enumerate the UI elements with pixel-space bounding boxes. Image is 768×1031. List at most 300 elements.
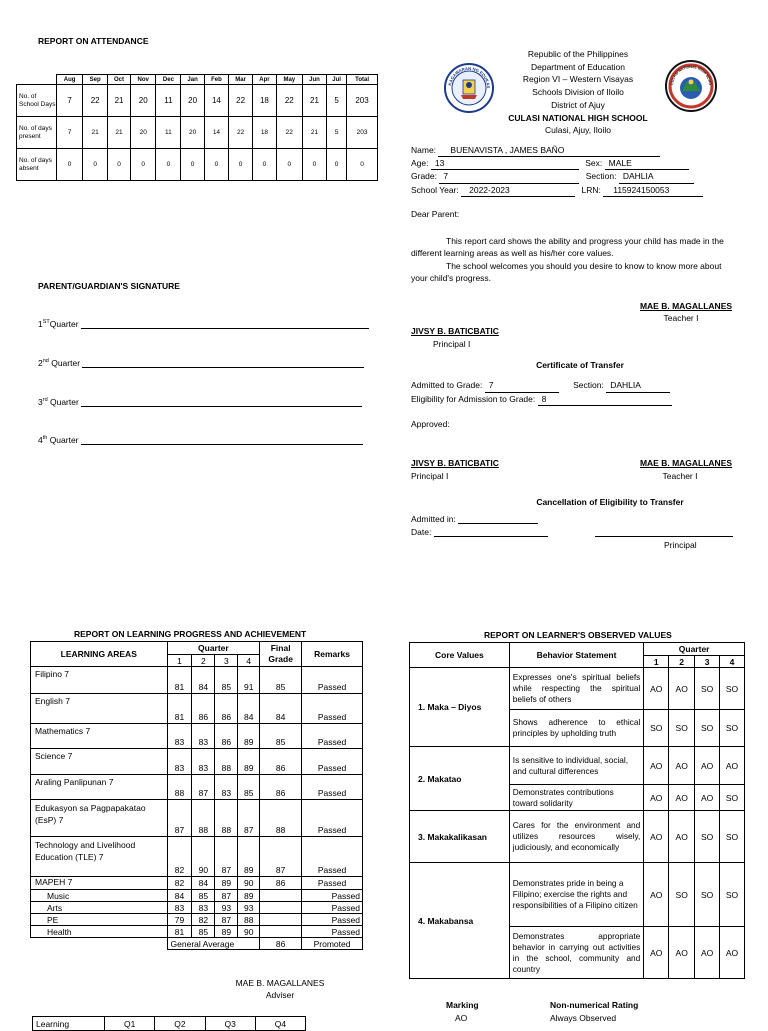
cancel-admitted-label: Admitted in:: [411, 514, 456, 524]
values-row: [410, 811, 745, 863]
grade-cell: 89: [215, 926, 238, 938]
q2-sup: nd: [42, 358, 49, 365]
teacher-title: Teacher I: [663, 313, 699, 323]
attendance-cell: 11: [156, 117, 181, 149]
grade-cell: 89: [238, 749, 260, 775]
rating-cell: AO: [695, 785, 720, 811]
mapeh-row: [31, 914, 363, 926]
subject-name: Mathematics 7: [31, 724, 168, 749]
admitted-grade: 7: [485, 379, 559, 393]
grade-cell: 86: [192, 694, 215, 724]
grade-cell: 89: [215, 877, 238, 890]
lrn-label: LRN:: [581, 184, 601, 195]
subject-name: Edukasyon sa Pagpapakatao (EsP) 7: [31, 800, 168, 837]
grade-cell: 88: [192, 800, 215, 837]
final-grade: 88: [260, 800, 302, 837]
grade-cell: 86: [215, 724, 238, 749]
remarks-cell: Passed: [302, 694, 363, 724]
behavior-statement: Demonstrates contributions toward solidarity: [509, 785, 644, 811]
signature-q4: [38, 435, 363, 445]
attendance-cell: 20: [181, 117, 204, 149]
attendance-cell: 0: [327, 149, 347, 181]
grade-cell: 85: [238, 775, 260, 800]
grade-cell: 87: [167, 800, 192, 837]
rating-cell: AO: [644, 668, 669, 710]
values-title: REPORT ON LEARNER'S OBSERVED VALUES: [484, 630, 672, 640]
attendance-cell: 21: [83, 117, 108, 149]
remarks-cell: Passed: [302, 877, 363, 890]
deped-seal-icon: [444, 63, 494, 115]
values-quarter-number: 4: [720, 656, 745, 668]
rating-cell: AO: [644, 785, 669, 811]
month-header: May: [276, 75, 302, 85]
core-value: 4. Makabansa: [410, 863, 510, 979]
core-value: 3. Makakalikasan: [410, 811, 510, 863]
subject-row: [31, 877, 363, 890]
mapeh-component: PE: [31, 914, 168, 926]
attendance-cell: 21: [302, 85, 326, 117]
transfer-teacher-name: MAE B. MAGALLANES: [639, 458, 733, 468]
attendance-cell: 20: [181, 85, 204, 117]
cancel-admitted: [411, 514, 538, 524]
name-label: Name:: [411, 145, 437, 155]
q2-label: Quarter: [48, 358, 81, 368]
final-grade: 84: [260, 694, 302, 724]
final-grade: [260, 914, 302, 926]
attendance-cell: 0: [57, 149, 83, 181]
signature-q1: [38, 319, 369, 329]
grade-cell: 93: [238, 902, 260, 914]
grade-cell: 81: [167, 926, 192, 938]
month-header: Sep: [83, 75, 108, 85]
final-grade: [260, 890, 302, 902]
attendance-title: REPORT ON ATTENDANCE: [38, 36, 149, 46]
general-average-label: General Average: [167, 938, 260, 950]
q1-sup: ST: [42, 319, 50, 326]
mapeh-component: Health: [31, 926, 168, 938]
student-section: DAHLIA: [619, 170, 694, 183]
admitted-grade-label: Admitted to Grade:: [411, 380, 483, 390]
final-grade: 85: [260, 667, 302, 694]
remarks-cell: Passed: [302, 749, 363, 775]
bottom-header: Learning: [33, 1017, 105, 1031]
behavior-statement: Demonstrates pride in being a Filipino; exercise the rights and responsibilities of a Filipino citizen: [509, 863, 644, 927]
rating-cell: SO: [695, 710, 720, 747]
subject-name: English 7: [31, 694, 168, 724]
grade-cell: 90: [238, 926, 260, 938]
subject-row: [31, 694, 363, 724]
q1-label: Quarter: [49, 319, 79, 329]
attendance-cell: 20: [130, 85, 156, 117]
month-header: Jan: [181, 75, 204, 85]
grade-cell: 85: [192, 890, 215, 902]
adviser-name: MAE B. MAGALLANES: [235, 978, 325, 988]
cancel-principal-line[interactable]: [595, 527, 733, 537]
attendance-corner: [17, 75, 57, 85]
grade-cell: 89: [238, 890, 260, 902]
header-quarter: Quarter: [167, 642, 260, 655]
grade-cell: 89: [238, 837, 260, 877]
principal-name: JIVSY B. BATICBATIC: [411, 326, 499, 336]
eligibility-grade: 8: [538, 393, 672, 407]
attendance-cell: 7: [57, 85, 83, 117]
subject-name: Science 7: [31, 749, 168, 775]
quarter-number: 2: [192, 655, 215, 667]
attendance-cell: 0: [108, 149, 131, 181]
remarks-cell: Passed: [302, 800, 363, 837]
values-table: [409, 642, 745, 979]
attendance-cell: 203: [347, 117, 378, 149]
attendance-cell: 22: [229, 117, 253, 149]
q1-number: 1: [38, 319, 43, 329]
values-row: [410, 668, 745, 710]
signature-line[interactable]: [81, 435, 363, 445]
mapeh-row: [31, 926, 363, 938]
grade-cell: 83: [192, 749, 215, 775]
grade-label: Grade:: [411, 171, 437, 182]
rating-cell: AO: [695, 927, 720, 979]
header-values-quarter: Quarter: [644, 643, 745, 656]
grade-cell: 84: [167, 890, 192, 902]
attendance-row-label: No. of School Days: [17, 85, 57, 117]
final-grade: [260, 902, 302, 914]
subject-row: [31, 724, 363, 749]
signature-line[interactable]: [81, 319, 369, 329]
rating-label: Non-numerical Rating: [550, 1000, 639, 1010]
rating-cell: SO: [669, 863, 695, 927]
quarter-number: 4: [238, 655, 260, 667]
q3-sup: rd: [42, 397, 48, 404]
principal-title: Principal I: [433, 339, 471, 349]
letter-paragraph-2: The school welcomes you should you desire to know to know more about your child's progress.: [411, 260, 722, 283]
transfer-section-label: Section:: [573, 380, 604, 390]
attendance-cell: 0: [181, 149, 204, 181]
rating-cell: SO: [720, 785, 745, 811]
subject-name: Araling Panlipunan 7: [31, 775, 168, 800]
transfer-section: DAHLIA: [606, 379, 670, 393]
grade-cell: 89: [238, 724, 260, 749]
values-quarter-number: 2: [669, 656, 695, 668]
rating-cell: SO: [720, 710, 745, 747]
grade-cell: 91: [238, 667, 260, 694]
cancel-admitted-line[interactable]: [458, 514, 538, 524]
grade-cell: 83: [192, 902, 215, 914]
behavior-statement: Is sensitive to individual, social, and cultural differences: [509, 747, 644, 785]
grade-cell: 83: [167, 902, 192, 914]
grade-cell: 90: [192, 837, 215, 877]
attendance-cell: 5: [327, 117, 347, 149]
teacher-name: MAE B. MAGALLANES: [639, 301, 733, 311]
grade-cell: 82: [167, 837, 192, 877]
final-grade: [260, 926, 302, 938]
subject-name: MAPEH 7: [31, 877, 168, 890]
transfer-fields: [411, 379, 672, 406]
division-line: Schools Division of Iloilo: [532, 87, 624, 98]
attendance-table: [16, 74, 378, 181]
attendance-row: [17, 149, 378, 181]
remarks-cell: Passed: [302, 914, 363, 926]
cancel-date-label: Date:: [411, 527, 432, 537]
subject-row: [31, 749, 363, 775]
region-line: Region VI – Western Visayas: [522, 74, 634, 85]
student-lrn: 115924150053: [603, 184, 703, 197]
q3-number: 3: [38, 397, 43, 407]
remarks-cell: Passed: [302, 837, 363, 877]
attendance-cell: 14: [204, 85, 228, 117]
approved-label: Approved:: [411, 419, 450, 429]
month-header: Feb: [204, 75, 228, 85]
quarter-number: 3: [215, 655, 238, 667]
grade-cell: 87: [238, 800, 260, 837]
subject-row: [31, 800, 363, 837]
subject-row: [31, 775, 363, 800]
grade-cell: 81: [167, 694, 192, 724]
core-value: 1. Maka – Diyos: [410, 668, 510, 747]
grade-cell: 86: [215, 694, 238, 724]
rating-cell: SO: [720, 811, 745, 863]
remarks-cell: Passed: [302, 724, 363, 749]
rating-cell: SO: [720, 668, 745, 710]
signature-title: PARENT/GUARDIAN'S SIGNATURE: [38, 281, 180, 291]
final-grade: 86: [260, 775, 302, 800]
adviser-title: Adviser: [265, 990, 295, 1000]
deped-seal-text: KAGAWARAN NG EDUKAS: [447, 65, 492, 89]
attendance-cell: 22: [229, 85, 253, 117]
month-header: Apr: [253, 75, 276, 85]
grade-cell: 88: [167, 775, 192, 800]
rating-cell: SO: [644, 710, 669, 747]
rating-cell: AO: [644, 811, 669, 863]
school-year-label: School Year:: [411, 184, 459, 195]
final-grade: 86: [260, 749, 302, 775]
school-seal-icon: [665, 60, 717, 114]
grade-cell: 85: [192, 926, 215, 938]
attendance-cell: 0: [302, 149, 326, 181]
school-name: CULASI NATIONAL HIGH SCHOOL: [508, 112, 648, 123]
salutation: Dear Parent:: [411, 209, 460, 219]
attendance-header-row: [17, 75, 378, 85]
rating-cell: AO: [669, 747, 695, 785]
sex-label: Sex:: [585, 158, 603, 169]
attendance-cell: 7: [57, 117, 83, 149]
remarks-cell: Passed: [302, 926, 363, 938]
header-behavior: Behavior Statement: [509, 643, 644, 668]
q4-label: Quarter: [47, 435, 79, 445]
bottom-header: Q3: [205, 1017, 255, 1031]
attendance-cell: 21: [302, 117, 326, 149]
remarks-cell: Passed: [302, 775, 363, 800]
behavior-statement: Demonstrates appropriate behavior in carrying out activities in the school, community and country: [509, 927, 644, 979]
attendance-cell: 22: [276, 117, 302, 149]
transfer-principal-title: Principal I: [411, 471, 449, 481]
general-average-value: 86: [260, 938, 302, 950]
attendance-row: [17, 85, 378, 117]
rating-cell: AO: [720, 747, 745, 785]
transfer-principal-name: JIVSY B. BATICBATIC: [411, 458, 499, 468]
attendance-row-label: No. of days absent: [17, 149, 57, 181]
attendance-cell: 0: [204, 149, 228, 181]
cancel-principal-label: Principal: [664, 540, 697, 550]
month-header: Mar: [229, 75, 253, 85]
grade-cell: 85: [215, 667, 238, 694]
grade-cell: 79: [167, 914, 192, 926]
attendance-cell: 21: [108, 117, 131, 149]
quarter-number: 1: [167, 655, 192, 667]
school-seal-text: CULASI NATIONAL HIGH SCHO: [670, 64, 713, 86]
age-label: Age:: [411, 158, 429, 169]
rating-cell: AO: [644, 927, 669, 979]
grade-cell: 87: [215, 890, 238, 902]
subject-row: [31, 837, 363, 877]
subject-name: Filipino 7: [31, 667, 168, 694]
grade-cell: 90: [238, 877, 260, 890]
marking-ao: AO: [455, 1013, 468, 1023]
learning-areas-table: [30, 641, 363, 950]
mapeh-row: [31, 890, 363, 902]
grade-cell: 87: [215, 914, 238, 926]
letter-body: [411, 235, 738, 284]
grade-cell: 88: [215, 800, 238, 837]
q4-sup: th: [42, 435, 48, 442]
attendance-cell: 22: [276, 85, 302, 117]
signature-q2: [38, 358, 364, 368]
grade-cell: 88: [238, 914, 260, 926]
rating-cell: AO: [720, 927, 745, 979]
attendance-cell: 22: [83, 85, 108, 117]
attendance-cell: 11: [156, 85, 181, 117]
grade-cell: 82: [167, 877, 192, 890]
department-line: Department of Education: [530, 61, 626, 72]
rating-cell: AO: [669, 668, 695, 710]
general-average-row: [31, 938, 363, 950]
school-year: 2022-2023: [461, 184, 575, 197]
attendance-cell: 0: [347, 149, 378, 181]
signature-line[interactable]: [82, 358, 364, 368]
final-grade: 86: [260, 877, 302, 890]
transfer-teacher-title: Teacher I: [662, 471, 698, 481]
rating-cell: AO: [644, 863, 669, 927]
rating-cell: SO: [695, 668, 720, 710]
month-header: Aug: [57, 75, 83, 85]
rating-cell: SO: [695, 863, 720, 927]
signature-line[interactable]: [81, 397, 362, 407]
attendance-cell: 0: [130, 149, 156, 181]
remarks-cell: Passed: [302, 667, 363, 694]
student-name: BUENAVISTA , JAMES BAÑO: [438, 144, 660, 157]
bottom-header: Q1: [105, 1017, 155, 1031]
month-header: Dec: [156, 75, 181, 85]
mapeh-component: Music: [31, 890, 168, 902]
month-header: Nov: [130, 75, 156, 85]
rating-cell: SO: [669, 710, 695, 747]
student-sex: MALE: [605, 157, 689, 170]
student-age: 13: [431, 157, 579, 170]
header-core-values: Core Values: [410, 643, 510, 668]
values-quarter-number: 1: [644, 656, 669, 668]
behavior-statement: Shows adherence to ethical principles by upholding truth: [509, 710, 644, 747]
attendance-cell: 14: [204, 117, 228, 149]
rating-ao: Always Observed: [550, 1013, 617, 1023]
school-header: [497, 48, 659, 137]
rating-cell: AO: [669, 811, 695, 863]
rating-cell: AO: [669, 785, 695, 811]
subject-name: Technology and Livelihood Education (TLE) 7: [31, 837, 168, 877]
q2-number: 2: [38, 358, 43, 368]
signature-q3: [38, 397, 362, 407]
grade-cell: 81: [167, 667, 192, 694]
grade-cell: 82: [192, 914, 215, 926]
transfer-title: Certificate of Transfer: [536, 360, 624, 370]
grade-cell: 87: [192, 775, 215, 800]
remarks-cell: Passed: [302, 890, 363, 902]
values-row: [410, 747, 745, 785]
values-row: [410, 863, 745, 927]
grade-cell: 83: [192, 724, 215, 749]
attendance-cell: 0: [253, 149, 276, 181]
cancel-date-line[interactable]: [434, 527, 548, 537]
final-grade: 85: [260, 724, 302, 749]
header-learning-areas: LEARNING AREAS: [31, 642, 168, 667]
rating-cell: AO: [644, 747, 669, 785]
district-line: District of Ajuy: [551, 99, 605, 110]
attendance-cell: 0: [83, 149, 108, 181]
grade-cell: 84: [192, 877, 215, 890]
month-header: Jun: [302, 75, 326, 85]
header-final-grade: Final Grade: [260, 642, 302, 667]
attendance-row-label: No. of days present: [17, 117, 57, 149]
grade-cell: 84: [192, 667, 215, 694]
behavior-statement: Cares for the environment and utilizes resources wisely, judiciously, and economically: [509, 811, 644, 863]
attendance-cell: 203: [347, 85, 378, 117]
mapeh-row: [31, 902, 363, 914]
subject-row: [31, 667, 363, 694]
attendance-cell: 0: [156, 149, 181, 181]
attendance-cell: 18: [253, 117, 276, 149]
rating-cell: SO: [720, 863, 745, 927]
school-address: Culasi, Ajuy, Iloilo: [545, 125, 611, 136]
letter-paragraph-1: This report card shows the ability and progress your child has made in the different learning areas as well as his/her core values.: [411, 236, 724, 259]
header-remarks: Remarks: [302, 642, 363, 667]
month-header: Total: [347, 75, 378, 85]
month-header: Oct: [108, 75, 131, 85]
month-header: Jul: [327, 75, 347, 85]
student-grade: 7: [439, 170, 579, 183]
behavior-statement: Expresses one's spiritual beliefs while respecting the spiritual beliefs of others: [509, 668, 644, 710]
rating-cell: AO: [669, 927, 695, 979]
grade-cell: 84: [238, 694, 260, 724]
marking-label: Marking: [446, 1000, 479, 1010]
attendance-cell: 0: [229, 149, 253, 181]
attendance-cell: 5: [327, 85, 347, 117]
grade-cell: 83: [167, 724, 192, 749]
final-grade: 87: [260, 837, 302, 877]
rating-cell: AO: [695, 747, 720, 785]
values-quarter-number: 3: [695, 656, 720, 668]
rating-cell: SO: [695, 811, 720, 863]
eligibility-label: Eligibility for Admission to Grade:: [411, 393, 536, 404]
core-value: 2. Makatao: [410, 747, 510, 811]
q3-label: Quarter: [47, 397, 79, 407]
section-label: Section:: [585, 171, 617, 182]
learning-title: REPORT ON LEARNING PROGRESS AND ACHIEVEMENT: [74, 629, 307, 639]
grade-cell: 83: [167, 749, 192, 775]
grade-cell: 87: [215, 837, 238, 877]
grade-cell: 93: [215, 902, 238, 914]
cancel-date: [411, 527, 548, 537]
cancellation-title: Cancellation of Eligibility to Transfer: [536, 497, 684, 507]
attendance-row: [17, 117, 378, 149]
attendance-cell: 18: [253, 85, 276, 117]
